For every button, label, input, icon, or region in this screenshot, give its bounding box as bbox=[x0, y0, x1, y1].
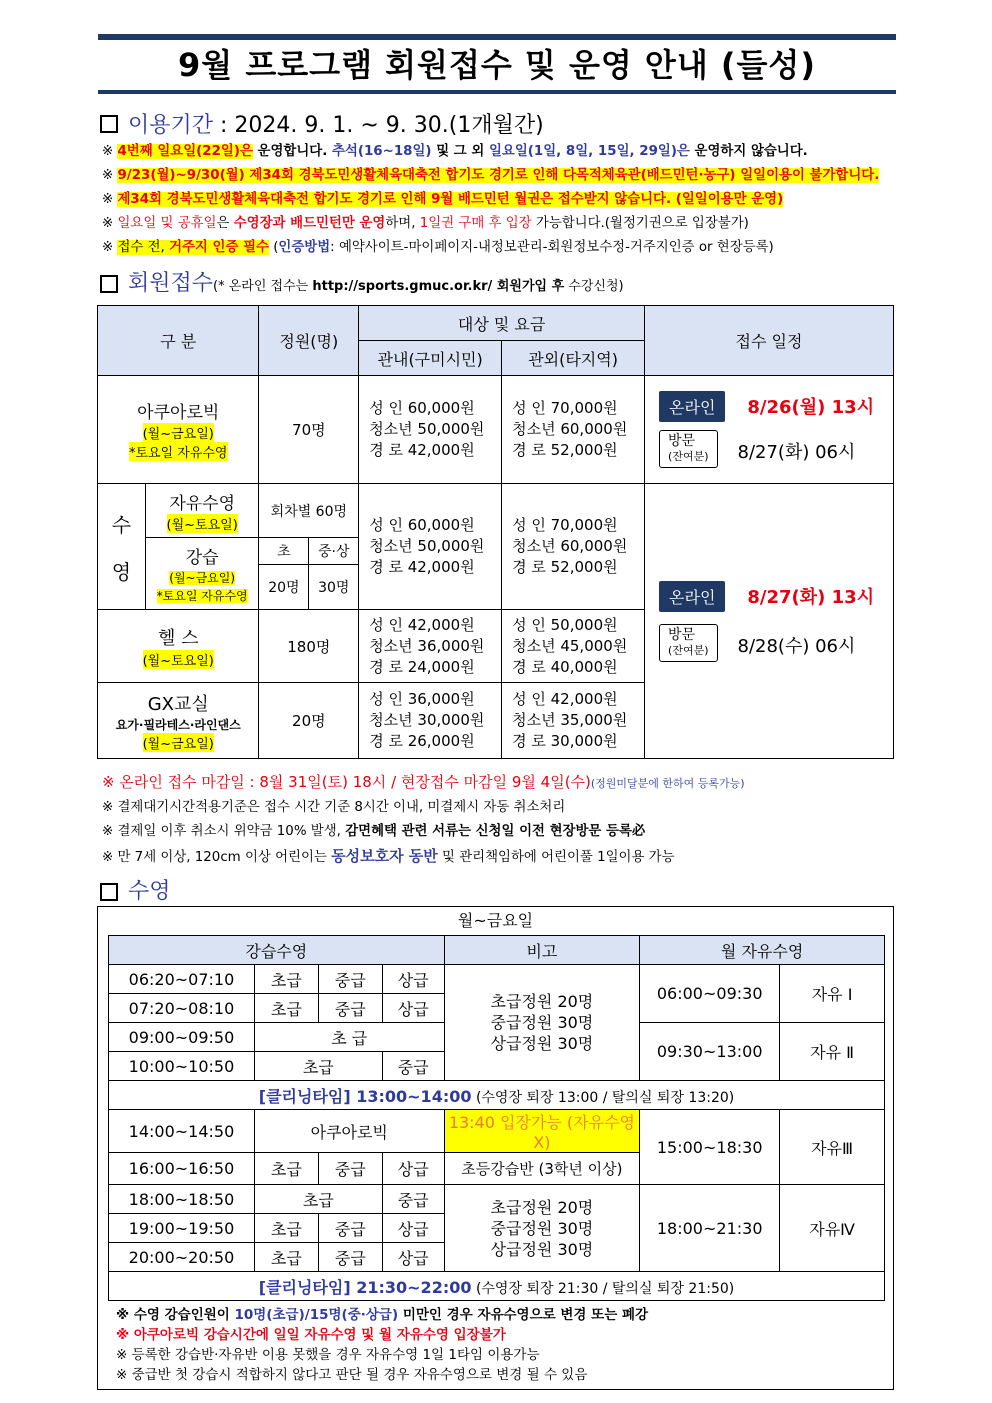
note-line: ※ 9/23(월)~9/30(월) 제34회 경북도민생활체육대축전 합기도 경기로 인해 다목적체육관(배드민턴·농구) 일일이용이 불가합니다. bbox=[102, 168, 880, 183]
lesson-intermediate-header: 중·상 bbox=[309, 538, 359, 565]
swim-box bbox=[97, 906, 894, 1390]
aquarobic-note: *토요일 자유수영 bbox=[129, 442, 228, 461]
level-cell: 초급 bbox=[254, 1052, 382, 1081]
row-free-swim: 자유수영 (월~토요일) bbox=[145, 484, 259, 538]
level-cell: 초급 bbox=[254, 1153, 318, 1185]
lesson-beginner-header: 초 bbox=[259, 538, 309, 565]
header-note: 비고 bbox=[444, 936, 640, 965]
swim-fee-local: 성 인 60,000원 청소년 50,000원 경 로 42,000원 bbox=[359, 484, 502, 610]
aquarobic-days: (월~금요일) bbox=[143, 423, 214, 442]
level-cell: 초급 bbox=[254, 1243, 318, 1272]
header-schedule: 접수 일정 bbox=[645, 306, 894, 376]
period-section bbox=[100, 108, 544, 139]
footnote: ※ 아쿠아로빅 강습시간에 일일 자유수영 및 월 자유수영 입장불가 bbox=[116, 1327, 506, 1343]
note-line: ※ 만 7세 이상, 120cm 이상 어린이는 동성보호자 동반 및 관리책임하에 어린이풀 1일이용 가능 bbox=[102, 847, 675, 865]
checkbox-square-icon bbox=[100, 115, 118, 133]
online-date: 8/27(화) 13시 bbox=[747, 586, 875, 608]
reg-notes bbox=[102, 770, 745, 870]
period-colon: : bbox=[213, 113, 235, 138]
free-swim-capacity: 회차별 60명 bbox=[259, 484, 359, 538]
level-cell: 아쿠아로빅 bbox=[254, 1110, 444, 1153]
aquarobic-name: 아쿠아로빅 bbox=[137, 403, 220, 423]
schedule-2 bbox=[645, 484, 894, 759]
footnote: ※ 중급반 첫 강습시 적합하지 않다고 판단 될 경우 자유수영으로 변경 될 수 있음 bbox=[116, 1367, 588, 1383]
free-name: 자유Ⅲ bbox=[780, 1110, 885, 1185]
header-free: 월 자유수영 bbox=[640, 936, 885, 965]
row-aquarobic bbox=[98, 376, 259, 484]
header-gubun: 구 분 bbox=[98, 306, 259, 376]
free-time: 06:00~09:30 bbox=[640, 965, 780, 1023]
level-cell: 중급 bbox=[318, 1243, 382, 1272]
page-title: 9월 프로그램 회원접수 및 운영 안내 (들성) bbox=[178, 46, 816, 84]
free-time: 15:00~18:30 bbox=[640, 1110, 780, 1185]
header-lesson: 강습수영 bbox=[109, 936, 445, 965]
level-cell: 상급 bbox=[382, 1153, 444, 1185]
aquarobic-capacity: 70명 bbox=[259, 376, 359, 484]
reg-note-c: 수강신청) bbox=[564, 279, 624, 294]
lesson-time: 18:00~18:50 bbox=[109, 1185, 255, 1214]
free-name: 자유Ⅳ bbox=[780, 1185, 885, 1272]
reg-url[interactable]: http://sports.gmuc.or.kr/ bbox=[312, 279, 493, 294]
lesson-time: 06:20~07:10 bbox=[109, 965, 255, 994]
level-cell: 중급 bbox=[318, 1214, 382, 1243]
visit-badge: 방문 (잔여분) bbox=[659, 624, 717, 662]
gx-fee-local: 성 인 36,000원 청소년 30,000원 경 로 26,000원 bbox=[359, 683, 502, 759]
level-cell: 상급 bbox=[382, 994, 444, 1023]
reg-label: 회원접수 bbox=[128, 271, 214, 296]
level-cell: 초급 bbox=[254, 1214, 318, 1243]
deadline-note: ※ 온라인 접수 마감일 : 8월 31일(토) 18시 / 현장접수 마감일 9월 4일(수)(정원미달분에 한하여 등록가능) bbox=[102, 773, 745, 791]
reg-note-b: 회원가입 후 bbox=[492, 279, 565, 294]
level-cell: 상급 bbox=[382, 1214, 444, 1243]
cleaning-time-1: [클리닝타임] 13:00~14:00 (수영장 퇴장 13:00 / 탈의실 퇴장 13:20) bbox=[109, 1081, 885, 1110]
gx-fee-outside: 성 인 42,000원 청소년 35,000원 경 로 30,000원 bbox=[502, 683, 645, 759]
reg-note: (* 온라인 접수는 bbox=[213, 279, 313, 294]
note-line: ※ 제34회 경북도민생활체육대축전 합기도 경기로 인해 9월 배드민턴 월권은 접수받지 않습니다. (일일이용만 운영) bbox=[102, 192, 784, 207]
aquarobic-fee-outside: 성 인 70,000원 청소년 60,000원 경 로 52,000원 bbox=[502, 376, 645, 484]
swim-label: 수영 bbox=[128, 879, 171, 904]
elementary-note: 초등강습반 (3학년 이상) bbox=[444, 1153, 640, 1185]
online-date: 8/26(월) 13시 bbox=[747, 397, 875, 418]
note-line: ※ 결제대기시간적용기준은 접수 시간 기준 8시간 이내, 미결제시 자동 취소처리 bbox=[102, 800, 566, 815]
row-gx: GX교실 요가·필라테스·라인댄스 (월~금요일) bbox=[98, 683, 259, 759]
lesson-time: 20:00~20:50 bbox=[109, 1243, 255, 1272]
lesson-time: 19:00~19:50 bbox=[109, 1214, 255, 1243]
period-value: 2024. 9. 1. ~ 9. 30.(1개월간) bbox=[234, 113, 544, 138]
period-notes bbox=[102, 140, 879, 260]
swim-footnotes bbox=[116, 1305, 893, 1385]
header-capacity: 정원(명) bbox=[259, 306, 359, 376]
level-cell: 상급 bbox=[382, 965, 444, 994]
lesson-time: 10:00~10:50 bbox=[109, 1052, 255, 1081]
reg-section bbox=[100, 266, 624, 297]
row-health: 헬 스 (월~토요일) bbox=[98, 610, 259, 683]
lesson-time: 16:00~16:50 bbox=[109, 1153, 255, 1185]
free-time: 09:30~13:00 bbox=[640, 1023, 780, 1081]
visit-date: 8/28(수) 06시 bbox=[737, 635, 856, 657]
level-cell: 초급 bbox=[254, 994, 318, 1023]
visit-badge: 방문 (잔여분) bbox=[659, 430, 717, 468]
lesson-time: 09:00~09:50 bbox=[109, 1023, 255, 1052]
level-cell: 초급 bbox=[254, 965, 318, 994]
footnote: ※ 수영 강습인원이 10명(초급)/15명(중·상급) 미만인 경우 자유수영으로 변경 또는 폐강 bbox=[116, 1307, 649, 1323]
swim-fee-outside: 성 인 70,000원 청소년 60,000원 경 로 52,000원 bbox=[502, 484, 645, 610]
visit-date: 8/27(화) 06시 bbox=[737, 442, 856, 463]
fee-table bbox=[97, 305, 894, 759]
cleaning-time-2: [클리닝타임] 21:30~22:00 (수영장 퇴장 21:30 / 탈의실 퇴장 21:50) bbox=[109, 1272, 885, 1301]
lesson-intermediate-capacity: 30명 bbox=[309, 565, 359, 610]
checkbox-square-icon bbox=[100, 275, 118, 293]
health-capacity: 180명 bbox=[259, 610, 359, 683]
aquarobic-fee-local: 성 인 60,000원 청소년 50,000원 경 로 42,000원 bbox=[359, 376, 502, 484]
health-fee-local: 성 인 42,000원 청소년 36,000원 경 로 24,000원 bbox=[359, 610, 502, 683]
row-lesson: 강습 (월~금요일) *토요일 자유수영 bbox=[145, 538, 259, 610]
level-cell: 초급 bbox=[254, 1185, 382, 1214]
level-cell: 초 급 bbox=[254, 1023, 444, 1052]
aquarobic-note: 13:40 입장가능 (자유수영X) bbox=[444, 1110, 640, 1153]
lesson-beginner-capacity: 20명 bbox=[259, 565, 309, 610]
level-cell: 중급 bbox=[318, 1153, 382, 1185]
free-time: 18:00~21:30 bbox=[640, 1185, 780, 1272]
lesson-time: 14:00~14:50 bbox=[109, 1110, 255, 1153]
page-title-bar bbox=[98, 34, 896, 94]
swim-group-label: 수 영 bbox=[98, 484, 146, 610]
level-cell: 중급 bbox=[382, 1185, 444, 1214]
free-name: 자유 Ⅱ bbox=[780, 1023, 885, 1081]
swim-days: 월~금요일 bbox=[457, 911, 534, 930]
online-badge: 온라인 bbox=[659, 391, 725, 422]
note-line: ※ 결제일 이후 취소시 위약금 10% 발생, 감면혜택 관련 서류는 신청일 이전 현장방문 등록必 bbox=[102, 824, 646, 839]
period-label: 이용기간 bbox=[128, 113, 214, 138]
lesson-time: 07:20~08:10 bbox=[109, 994, 255, 1023]
swim-section bbox=[100, 874, 171, 905]
header-local: 관내(구미시민) bbox=[359, 341, 502, 376]
note-pm: 초급정원 20명 중급정원 30명 상급정원 30명 bbox=[444, 1185, 640, 1272]
free-name: 자유 Ⅰ bbox=[780, 965, 885, 1023]
note-am: 초급정원 20명 중급정원 30명 상급정원 30명 bbox=[444, 965, 640, 1081]
note-line: ※ 일요일 및 공휴일은 수영장과 배드민턴만 운영하며, 1일권 구매 후 입장 가능합니다.(월정기권으로 입장불가) bbox=[102, 216, 749, 231]
health-fee-outside: 성 인 50,000원 청소년 45,000원 경 로 40,000원 bbox=[502, 610, 645, 683]
level-cell: 중급 bbox=[382, 1052, 444, 1081]
gx-capacity: 20명 bbox=[259, 683, 359, 759]
level-cell: 상급 bbox=[382, 1243, 444, 1272]
level-cell: 중급 bbox=[318, 994, 382, 1023]
online-badge: 온라인 bbox=[659, 581, 725, 612]
swim-schedule-table bbox=[108, 935, 885, 1301]
level-cell: 중급 bbox=[318, 965, 382, 994]
header-target: 대상 및 요금 bbox=[359, 306, 645, 341]
header-outside: 관외(타지역) bbox=[502, 341, 645, 376]
note-line: ※ 접수 전, 거주지 인증 필수 (인증방법: 예약사이트-마이페이지-내정보관리-회원정보수정-거주지인증 or 현장등록) bbox=[102, 240, 774, 255]
schedule-1 bbox=[645, 376, 894, 484]
checkbox-square-icon bbox=[100, 883, 118, 901]
footnote: ※ 등록한 강습반·자유반 이용 못했을 경우 자유수영 1일 1타임 이용가능 bbox=[116, 1347, 540, 1363]
note-line: ※ 4번째 일요일(22일)은 운영합니다. 추석(16~18일) 및 그 외 일요일(1일, 8일, 15일, 29일)은 운영하지 않습니다. bbox=[102, 144, 808, 159]
